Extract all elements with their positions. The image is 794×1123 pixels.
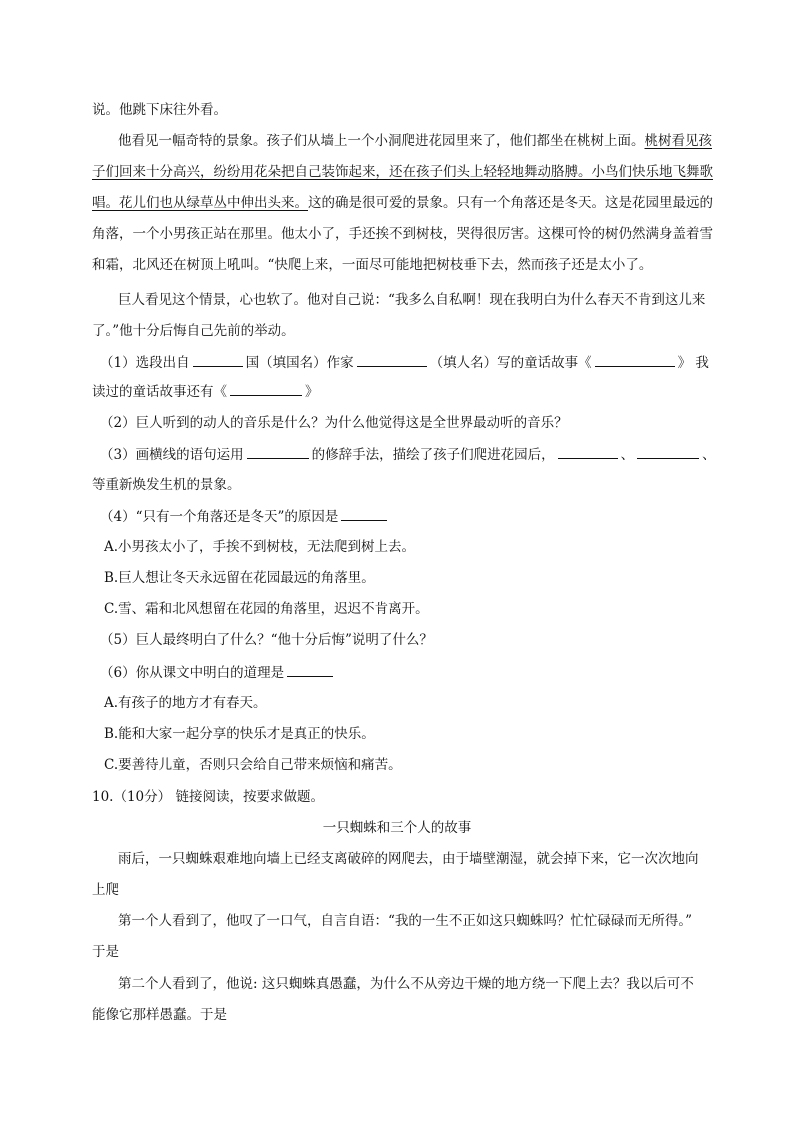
reading-text: 第二个人看到了，他说: 这只蜘蛛真愚蠢，为什么不从旁边干燥的地方绕一下爬上去？我以后可不 (118, 976, 694, 992)
reading-title (0, 818, 794, 838)
underlined-sentence: 子们回来十分高兴，纷纷用花朵把自己装饰起来，还在孩子们头上轻轻地舞动胳膊。小鸟们快乐地飞舞歌 (92, 164, 713, 180)
passage-line (92, 100, 732, 120)
answer-blank[interactable] (341, 506, 387, 521)
reading-text: 雨后，一只蜘蛛艰难地向墙上已经支离破碎的网爬去，由于墙壁潮湿，就会掉下来，它一次次地向 (118, 851, 699, 867)
question-text: 、 (702, 447, 716, 463)
question-6 (100, 662, 732, 682)
passage-text: 巨人看见这个情景，心也软了。他对自己说：“我多么自私啊！现在我明白为什么春天不肯到这儿来 (118, 292, 706, 308)
question-text: （3）画横线的语句运用 (100, 447, 244, 463)
reading-line (92, 880, 732, 900)
question-text: 国（填国名）作家 (245, 355, 354, 371)
option-text: C.雪、霜和北风想留在花园的角落里，迟迟不肯离开。 (104, 601, 429, 617)
reading-text: 上爬 (92, 882, 119, 898)
question-1-cont (92, 381, 732, 401)
option-c[interactable] (104, 599, 732, 619)
answer-blank[interactable] (595, 352, 675, 367)
passage-line (92, 321, 732, 341)
question-text: 的修辞手法，描绘了孩子们爬进花园后， (311, 447, 555, 463)
option-b[interactable] (104, 568, 732, 588)
question-text: 等重新焕发生机的景象。 (92, 477, 241, 493)
passage-line (92, 162, 732, 182)
answer-blank[interactable] (558, 444, 618, 459)
underlined-sentence: 唱。花儿们也从绿草丛中伸出头来。 (92, 195, 308, 211)
option-text: B.巨人想让冬天永远留在花园最远的角落里。 (104, 570, 375, 586)
reading-title-text: 一只蜘蛛和三个人的故事 (322, 820, 472, 836)
reading-text: 于是 (92, 944, 119, 960)
passage-line (118, 131, 732, 151)
passage-text: 说。他跳下床往外看。 (92, 102, 227, 118)
answer-blank[interactable] (357, 352, 427, 367)
option-text: B.能和大家一起分享的快乐才是真正的快乐。 (104, 726, 375, 742)
passage-text: 了。”他十分后悔自己先前的举动。 (92, 323, 295, 339)
option-a[interactable] (104, 537, 732, 557)
reading-line (92, 1005, 732, 1025)
underlined-sentence: 桃树看见孩 (644, 133, 712, 149)
answer-blank[interactable] (247, 444, 309, 459)
question-text: 、 (620, 447, 635, 463)
reading-text: 第一个人看到了，他叹了一口气，自言自语：“我的一生不正如这只蜘蛛吗？忙忙碌碌而无所得。” (118, 913, 693, 929)
question-text: （6）你从课文中明白的道理是 (100, 665, 285, 681)
passage-text: 和霜，北风还在树顶上吼叫。“快爬上来，一面尽可能地把树枝垂下去，然而孩子还是太小了。 (92, 257, 653, 273)
passage-line (92, 224, 732, 244)
question-text: （5）巨人最终明白了什么？“他十分后悔”说明了什么？ (100, 632, 433, 648)
question-text: （4）“只有一个角落还是冬天”的原因是 (100, 509, 339, 525)
answer-blank[interactable] (637, 444, 699, 459)
question-text: （2）巨人听到的动人的音乐是什么？为什么他觉得这是全世界最动听的音乐？ (100, 415, 568, 431)
option-text: C.要善待儿童，否则只会给自己带来烦恼和痛苦。 (104, 757, 402, 773)
option-b[interactable] (104, 724, 732, 744)
passage-line (118, 290, 732, 310)
option-text: A.小男孩太小了，手挨不到树枝，无法爬到树上去。 (104, 539, 416, 555)
question-text: 10.（10分） 链接阅读，按要求做题。 (92, 789, 324, 805)
question-text: 读过的童话故事还有《 (92, 384, 227, 400)
passage-text: 角落，一个小男孩正站在那里。他太小了，手还挨不到树枝，哭得很厉害。这棵可怜的树仍然满身盖着雪 (92, 226, 713, 242)
question-2 (100, 413, 732, 433)
question-5 (100, 630, 732, 650)
question-text: 》 (305, 384, 319, 400)
passage-line (92, 255, 732, 275)
passage-text: 他看见一幅奇特的景象。孩子们从墙上一个小洞爬进花园里来了，他们都坐在桃树上面。 (118, 133, 645, 149)
question-text: 》 我 (677, 355, 709, 371)
option-text: A.有孩子的地方才有春天。 (104, 695, 267, 711)
question-3 (100, 444, 732, 464)
passage-line (92, 193, 732, 213)
option-a[interactable] (104, 693, 732, 713)
answer-blank[interactable] (287, 662, 333, 677)
question-3-cont (92, 475, 732, 495)
question-1 (100, 352, 732, 372)
passage-text: 这的确是很可爱的景象。只有一个角落还是冬天。这是花园里最远的 (308, 195, 713, 211)
reading-line (92, 942, 732, 962)
question-4 (100, 506, 732, 526)
reading-line (118, 911, 732, 931)
reading-line (118, 974, 732, 994)
option-c[interactable] (104, 755, 732, 775)
question-text: （填人名）写的童话故事《 (429, 355, 592, 371)
reading-line (118, 849, 732, 869)
answer-blank[interactable] (230, 381, 302, 396)
question-text: （1）选段出自 (100, 355, 190, 371)
answer-blank[interactable] (193, 352, 243, 367)
reading-text: 能像它那样愚蠢。于是 (92, 1007, 227, 1023)
question-10-header (92, 787, 732, 807)
